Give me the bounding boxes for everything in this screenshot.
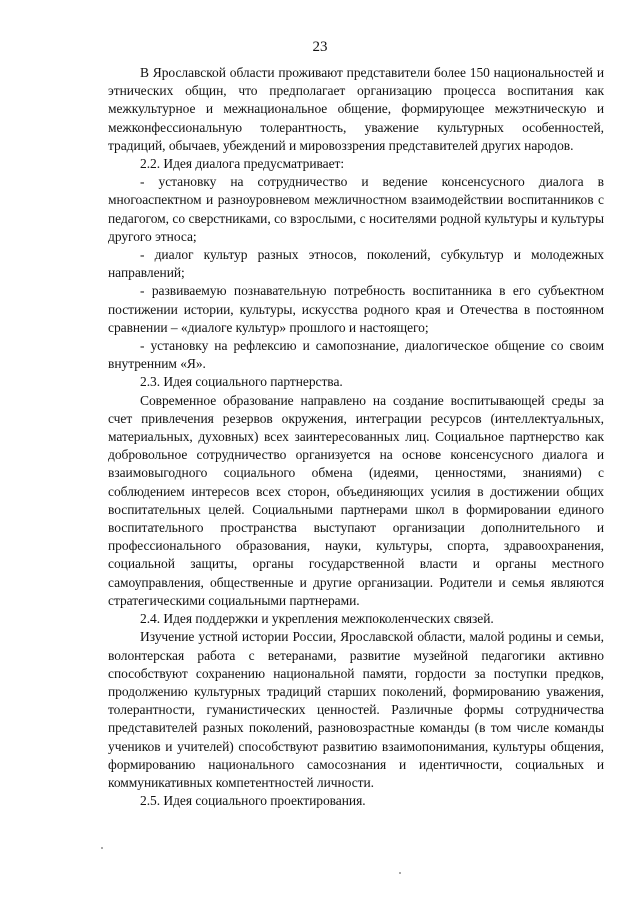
page-number: 23 [312,39,328,55]
paragraph-generations: Изучение устной истории России, Ярославской области, малой родины и семьи, волонтерская работа с ветеранами, развитие музейной педагогики активно способствуют сохранению национальной памяти, гордости за поступки предков, продолжению культурных традиций старших поколений, формированию уважения, толерантности, гуманистических ценностей. Различные формы сотрудничества представителей разных поколений, разновозрастные команды (в том числе команды учеников и учителей) способствуют развитию взаимопонимания, культуры общения, формированию национального самосознания и идентичности, социальных и коммуникативных компетентностей личности. [108,629,604,790]
section-heading-partnership: 2.3. Идея социального партнерства. [140,374,343,390]
section-heading-dialog: 2.2. Идея диалога предусматривает: [140,156,345,172]
list-item-dialog-4: - установку на рефлексию и самопознание, диалогическое общение со своим внутренним «Я». [108,338,604,372]
paragraph-partnership: Современное образование направлено на создание воспитывающей среды за счет привлечения резервов окружения, интеграции ресурсов (интеллектуальных, материальных, духовных) всех заинтересованных лиц. Социальное партнерство как добровольное сотрудничество организуется на основе консенсусного диалога и взаимовыгодного социального обмена (идеями, ценностями, знаниями) с соблюдением интересов всех сторон, объединяющих усилия в достижении общих воспитательных целей. Социальными партнерами школ в формировании единого воспитательного пространства выступают организации дополнительного и профессионального образования, науки, культуры, спорта, здравоохранения, социальной защиты, органы государственной власти и органы местного самоуправления, общественные и другие организации. Родители и семья являются стратегическими социальными партнерами. [108,392,604,608]
section-heading-generations: 2.4. Идея поддержки и укрепления межпоколенческих связей. [140,611,494,627]
list-item-dialog-1: - установку на сотрудничество и ведение консенсусного диалога в многоаспектном и разноуровневом межличностном взаимодействии воспитанников с педагогом, со сверстниками, со взрослыми, с носителями родной культуры и культуры другого этноса; [108,174,604,244]
list-item-dialog-3: - развиваемую познавательную потребность воспитанника в его субъектном постижении истории, культуры, искусства родного края и Отечества в постоянном сравнении – «диалоге культур» прошлого и настоящего; [108,283,604,335]
section-heading-projecting: 2.5. Идея социального проектирования. [140,793,366,809]
paragraph-intro: В Ярославской области проживают представители более 150 национальностей и этнических общин, что предполагает организацию процесса воспитания как межкультурное и межнациональное общение, формирующее межэтническую и межконфессиональную толерантность, уважение культурных особенностей, традиций, обычаев, убеждений и мировоззрения представителей других народов. [108,65,604,153]
scan-speck [101,847,103,849]
scan-speck [399,872,401,874]
list-item-dialog-2: - диалог культур разных этносов, поколений, субкультур и молодежных направлений; [108,247,604,281]
body-text [108,64,604,810]
